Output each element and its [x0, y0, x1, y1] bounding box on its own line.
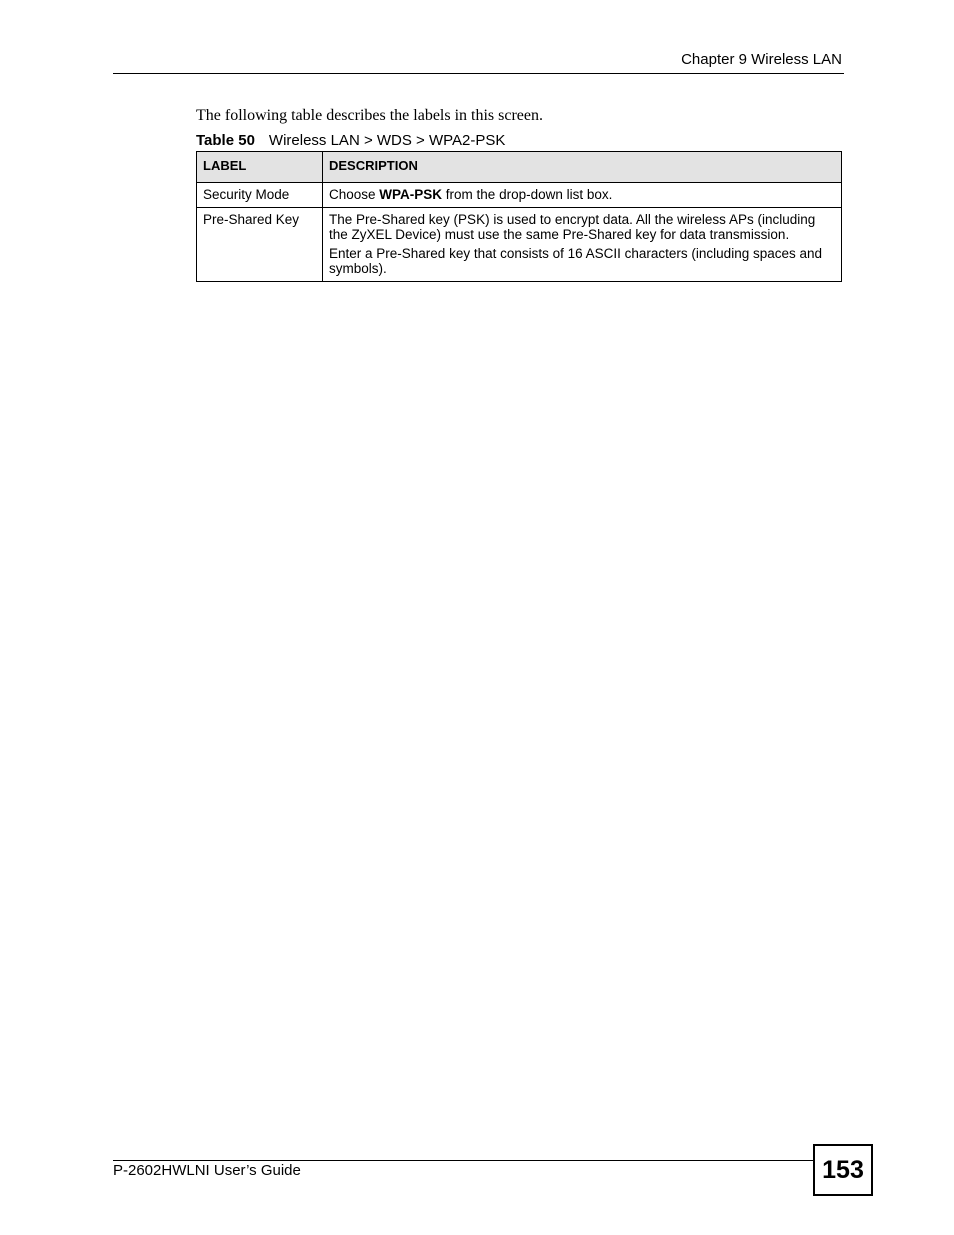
description-paragraph: Enter a Pre-Shared key that consists of 16 ASCII characters (including spaces and symbols). [329, 246, 823, 276]
guide-title: P-2602HWLNI User’s Guide [113, 1162, 301, 1179]
page-number: 153 [822, 1155, 864, 1184]
table-caption-title: Wireless LAN > WDS > WPA2-PSK [268, 132, 506, 149]
row-description [323, 208, 842, 282]
table-row [197, 208, 842, 282]
page-number-box [813, 1144, 873, 1196]
table-caption [196, 132, 505, 149]
description-bold-term: WPA-PSK [379, 187, 443, 202]
row-label: Security Mode [197, 183, 323, 208]
label-description-table [196, 151, 842, 282]
table-row [197, 183, 842, 208]
header-divider [113, 73, 844, 74]
table-caption-number: Table 50 [196, 132, 255, 149]
table-header-row [197, 152, 842, 183]
footer-divider [113, 1160, 814, 1161]
chapter-header: Chapter 9 Wireless LAN [681, 51, 842, 68]
description-text: from the drop-down list box. [442, 187, 613, 202]
description-text: Choose [329, 187, 380, 202]
row-description [323, 183, 842, 208]
header-label: LABEL [197, 152, 323, 183]
row-label: Pre-Shared Key [197, 208, 323, 282]
description-paragraph: The Pre-Shared key (PSK) is used to encrypt data. All the wireless APs (including the ZyXEL Device) must use the same Pre-Shared key for data transmission. [329, 212, 816, 242]
header-description: DESCRIPTION [323, 152, 842, 183]
intro-paragraph: The following table describes the labels in this screen. [196, 107, 544, 124]
